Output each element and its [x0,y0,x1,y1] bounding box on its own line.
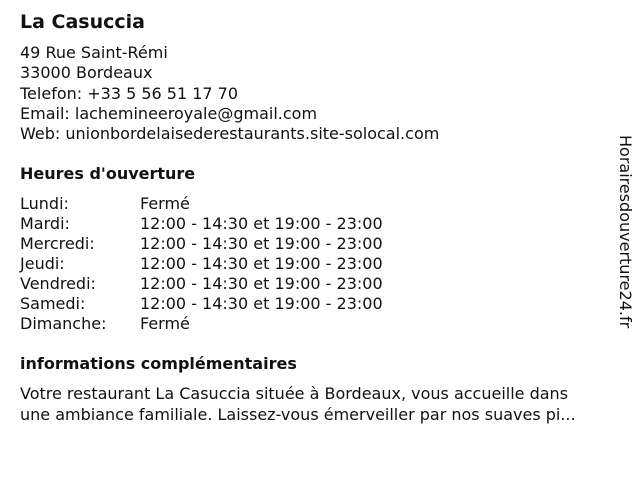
phone-number: Telefon: +33 5 56 51 17 70 [20,83,239,103]
hours-time-value: 12:00 - 14:30 et 19:00 - 23:00 [140,294,383,313]
address-city: 33000 Bordeaux [20,63,153,83]
restaurant-name: La Casuccia [20,11,146,33]
hours-day-label: Mercredi: [20,234,95,253]
hours-day-label: Samedi: [20,294,86,313]
hours-time-value: 12:00 - 14:30 et 19:00 - 23:00 [140,234,383,253]
hours-time-value: 12:00 - 14:30 et 19:00 - 23:00 [140,274,383,293]
hours-day-label: Lundi: [20,194,69,213]
hours-day-label: Mardi: [20,214,70,233]
address-street: 49 Rue Saint-Rémi [20,43,168,62]
description-line: une ambiance familiale. Laissez-vous émerveiller par nos suaves pi... [20,404,576,424]
hours-day-label: Dimanche: [20,314,107,333]
email-address: Email: lachemineeroyale@gmail.com [20,103,318,123]
site-watermark: Horairesdouverture24.fr [616,135,635,329]
additional-info-heading: informations complémentaires [20,354,297,373]
restaurant-card [20,0,610,480]
contact-block [20,43,439,144]
opening-hours-heading: Heures d'ouverture [20,164,196,183]
description-line: Votre restaurant La Casuccia située à Bordeaux, vous accueille dans [20,384,569,403]
hours-time-value: Fermé [140,314,190,333]
website-url: Web: unionbordelaisederestaurants.site-solocal.com [20,124,440,144]
restaurant-description [20,384,576,425]
hours-day-label: Vendredi: [20,274,96,293]
hours-time-value: 12:00 - 14:30 et 19:00 - 23:00 [140,254,383,273]
hours-time-value: 12:00 - 14:30 et 19:00 - 23:00 [140,214,383,233]
hours-day-label: Jeudi: [20,254,65,273]
hours-time-value: Fermé [140,194,190,213]
